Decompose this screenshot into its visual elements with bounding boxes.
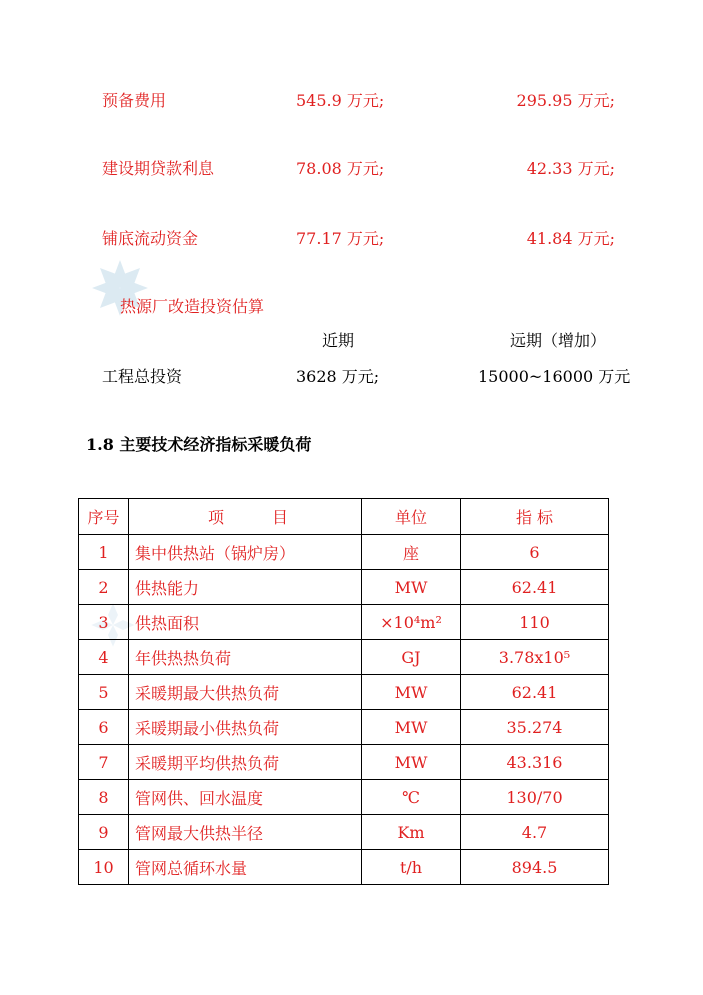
- table-row: [79, 745, 609, 780]
- row-no: 7: [79, 745, 129, 780]
- row-item: 管网最大供热半径: [129, 815, 362, 850]
- row-value: 43.316: [461, 745, 609, 780]
- total-investment-far: 15000~16000 万元: [478, 367, 631, 386]
- cost-near-value: 545.9 万元;: [296, 91, 385, 110]
- cost-row-working-capital: [0, 226, 703, 250]
- cost-far-value: 295.95 万元;: [516, 91, 615, 110]
- row-value: 3.78x10⁵: [461, 640, 609, 675]
- cost-far-value: 41.84 万元;: [526, 229, 615, 248]
- row-item: 管网总循环水量: [129, 850, 362, 885]
- cost-label: 建设期贷款利息: [102, 159, 215, 178]
- row-value: 62.41: [461, 675, 609, 710]
- row-item: 管网供、回水温度: [129, 780, 362, 815]
- table-row: [79, 850, 609, 885]
- cost-row-loan-interest: [0, 156, 703, 180]
- row-item: 采暖期最大供热负荷: [129, 675, 362, 710]
- row-value: 62.41: [461, 570, 609, 605]
- total-investment-label: 工程总投资: [102, 367, 183, 386]
- column-near-heading: 近期: [322, 331, 355, 350]
- row-unit: MW: [362, 675, 461, 710]
- row-value: 35.274: [461, 710, 609, 745]
- row-value: 110: [461, 605, 609, 640]
- row-no: 1: [79, 535, 129, 570]
- row-no: 8: [79, 780, 129, 815]
- column-far-heading: 远期（增加）: [510, 331, 607, 350]
- row-item: 集中供热站（锅炉房）: [129, 535, 362, 570]
- row-unit: 座: [362, 535, 461, 570]
- row-unit: ×10⁴m²: [362, 605, 461, 640]
- table-row: [79, 605, 609, 640]
- cost-label: 预备费用: [102, 91, 167, 110]
- row-no: 2: [79, 570, 129, 605]
- table-row: [79, 710, 609, 745]
- row-value: 4.7: [461, 815, 609, 850]
- row-unit: MW: [362, 745, 461, 780]
- table-row: [79, 535, 609, 570]
- row-unit: MW: [362, 570, 461, 605]
- table-header-row: [79, 499, 609, 535]
- table-row: [79, 640, 609, 675]
- row-no: 10: [79, 850, 129, 885]
- row-value: 130/70: [461, 780, 609, 815]
- investment-title: 热源厂改造投资估算: [120, 297, 265, 316]
- row-item: 年供热热负荷: [129, 640, 362, 675]
- row-item: 供热能力: [129, 570, 362, 605]
- table-row: [79, 675, 609, 710]
- row-no: 9: [79, 815, 129, 850]
- row-item: 采暖期最小供热负荷: [129, 710, 362, 745]
- row-unit: GJ: [362, 640, 461, 675]
- header-item: 项 目: [129, 499, 362, 535]
- header-unit: 单位: [362, 499, 461, 535]
- row-unit: MW: [362, 710, 461, 745]
- row-no: 5: [79, 675, 129, 710]
- total-investment-near: 3628 万元;: [296, 367, 380, 386]
- row-no: 4: [79, 640, 129, 675]
- row-item: 供热面积: [129, 605, 362, 640]
- cost-row-reserve: [0, 88, 703, 112]
- section-heading: 1.8 主要技术经济指标采暖负荷: [86, 435, 312, 454]
- header-no: 序号: [79, 499, 129, 535]
- table-row: [79, 570, 609, 605]
- row-no: 6: [79, 710, 129, 745]
- table-row: [79, 815, 609, 850]
- header-value: 指 标: [461, 499, 609, 535]
- row-value: 894.5: [461, 850, 609, 885]
- row-value: 6: [461, 535, 609, 570]
- cost-label: 铺底流动资金: [102, 229, 199, 248]
- row-unit: Km: [362, 815, 461, 850]
- indicator-table: [78, 498, 609, 885]
- row-unit: ℃: [362, 780, 461, 815]
- row-unit: t/h: [362, 850, 461, 885]
- table-row: [79, 780, 609, 815]
- cost-near-value: 78.08 万元;: [296, 159, 385, 178]
- cost-far-value: 42.33 万元;: [526, 159, 615, 178]
- row-item: 采暖期平均供热负荷: [129, 745, 362, 780]
- cost-near-value: 77.17 万元;: [296, 229, 385, 248]
- row-no: 3: [79, 605, 129, 640]
